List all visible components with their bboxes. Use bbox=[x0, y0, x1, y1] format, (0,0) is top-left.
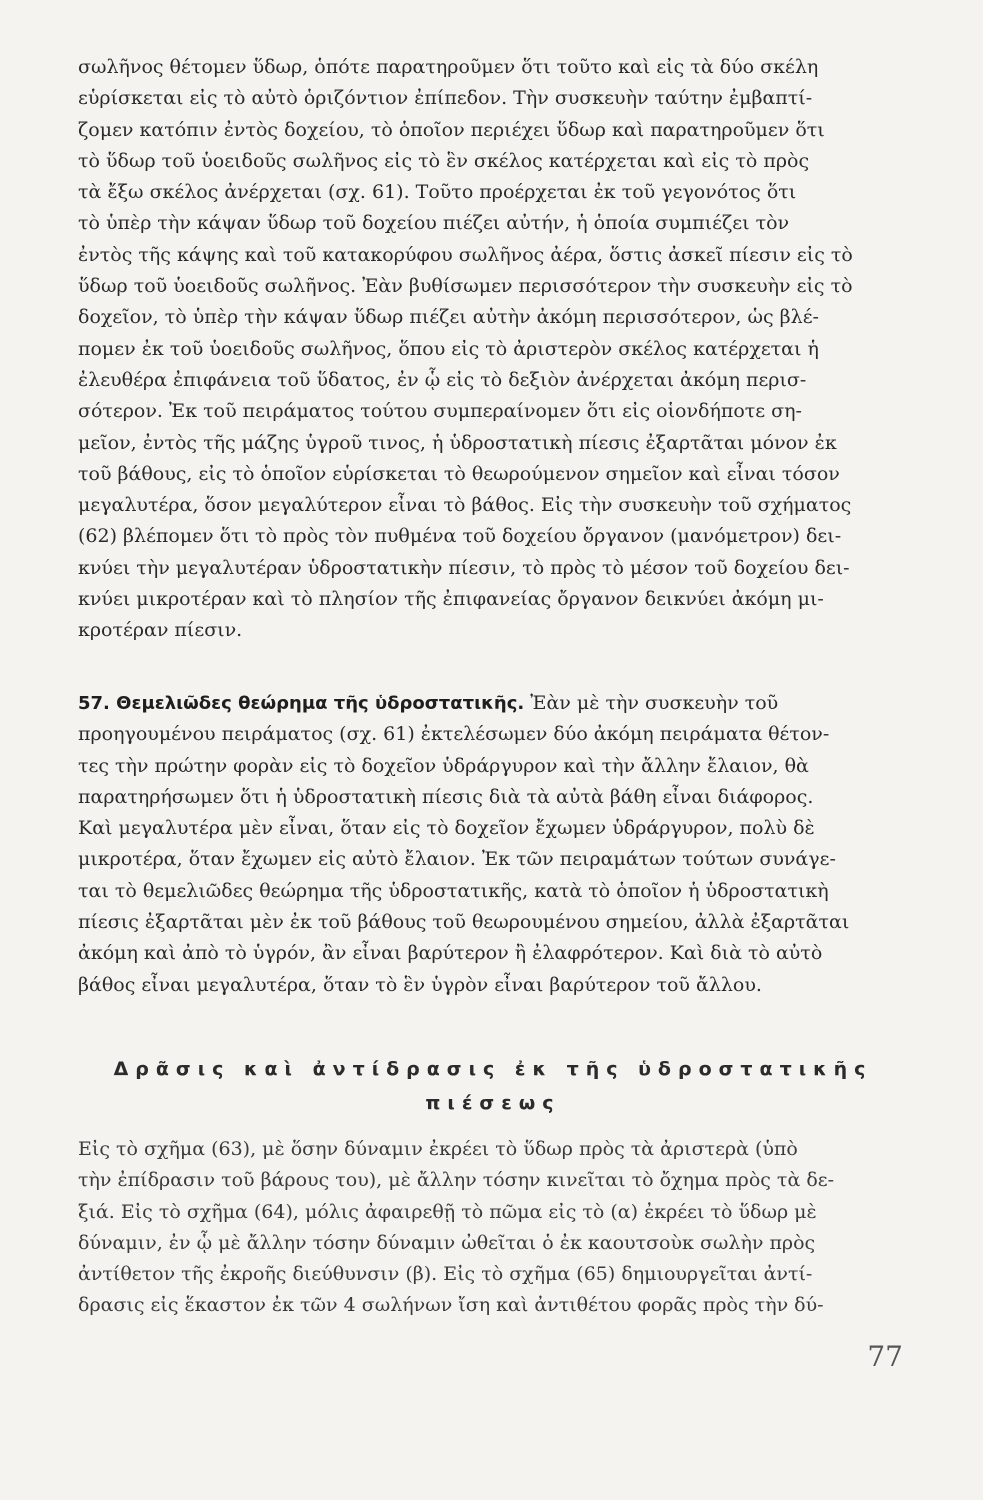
section-57-first-line bbox=[78, 688, 908, 719]
text-line: ζομεν κατόπιν ἐντὸς δοχείου, τὸ ὁποῖον περιέχει ὕδωρ καὶ παρατηροῦμεν ὅτι bbox=[78, 118, 825, 141]
section-57-heading: 57. Θεμελιῶδες θεώρημα τῆς ὑδροστατικῆς. bbox=[78, 693, 525, 714]
text-line: δοχεῖον, τὸ ὑπὲρ τὴν κάψαν ὕδωρ πιέζει αὐτὴν ἀκόμη περισσότερον, ὡς βλέ- bbox=[78, 306, 819, 329]
text-line: ἀντίθετον τῆς ἐκροῆς διεύθυνσιν (β). Εἰς τὸ σχῆμα (65) δημιουργεῖται ἀντί- bbox=[78, 1263, 813, 1286]
text-line: μεγαλυτέρα, ὅσον μεγαλύτερον εἶναι τὸ βάθος. Εἰς τὴν συσκευὴν τοῦ σχήματος bbox=[78, 494, 852, 517]
heading-line: πιέσεως bbox=[425, 1092, 561, 1114]
text-line: προηγουμένου πειράματος (σχ. 61) ἐκτελέσωμεν δύο ἀκόμη πειράματα θέτον- bbox=[78, 723, 830, 746]
action-reaction-heading bbox=[78, 1052, 908, 1120]
text-line-start: Ἐὰν μὲ τὴν συσκευὴν τοῦ bbox=[530, 692, 779, 714]
text-line: τὰ ἔξω σκέλος ἀνέρχεται (σχ. 61). Τοῦτο προέρχεται ἐκ τοῦ γεγονότος ὅτι bbox=[78, 181, 797, 204]
text-line: τες τὴν πρώτην φορὰν εἰς τὸ δοχεῖον ὑδράργυρον καὶ τὴν ἄλλην ἔλαιον, θὰ bbox=[78, 754, 809, 777]
text-line: τὸ ὑπὲρ τὴν κάψαν ὕδωρ τοῦ δοχείου πιέζει αὐτήν, ἡ ὁποία συμπιέζει τὸν bbox=[78, 212, 790, 235]
text-line: κνύει τὴν μεγαλυτέραν ὑδροστατικὴν πίεσιν, τὸ πρὸς τὸ μέσον τοῦ δοχείου δει- bbox=[78, 556, 850, 579]
page-number: 77 bbox=[867, 1340, 903, 1373]
text-line: ὕδωρ τοῦ ὑοειδοῦς σωλῆνος. Ἐὰν βυθίσωμεν περισσότερον τὴν συσκευὴν εἰς τὸ bbox=[78, 275, 853, 298]
text-line: κνύει μικροτέραν καὶ τὸ πλησίον τῆς ἐπιφανείας ὄργανον δεικνύει ἀκόμη μι- bbox=[78, 588, 824, 611]
text-line: μεῖον, ἐντὸς τῆς μάζης ὑγροῦ τινος, ἡ ὑδροστατικὴ πίεσις ἐξαρτᾶται μόνον ἐκ bbox=[78, 431, 837, 454]
text-line: σότερον. Ἐκ τοῦ πειράματος τούτου συμπεραίνομεν ὅτι εἰς οἱονδήποτε ση- bbox=[78, 400, 802, 423]
action-reaction-paragraph bbox=[78, 1134, 908, 1322]
text-line: δρασις εἰς ἕκαστον ἐκ τῶν 4 σωλήνων ἴση καὶ ἀντιθέτου φορᾶς πρὸς τὴν δύ- bbox=[78, 1294, 824, 1317]
heading-line: Δρᾶσις καὶ ἀντίδρασις ἐκ τῆς ὑδροστατικῆς bbox=[113, 1058, 873, 1080]
text-line: Εἰς τὸ σχῆμα (63), μὲ ὅσην δύναμιν ἐκρέει τὸ ὕδωρ πρὸς τὰ ἀριστερὰ (ὑπὸ bbox=[78, 1138, 798, 1160]
text-line: τὸ ὕδωρ τοῦ ὑοειδοῦς σωλῆνος εἰς τὸ ἓν σκέλος κατέρχεται καὶ εἰς τὸ πρὸς bbox=[78, 149, 810, 172]
text-line: ἀκόμη καὶ ἀπὸ τὸ ὑγρόν, ἂν εἶναι βαρύτερον ἢ ἐλαφρότερον. Καὶ διὰ τὸ αὐτὸ bbox=[78, 942, 823, 965]
text-line: δύναμιν, ἐν ᾧ μὲ ἄλλην τόσην δύναμιν ὠθεῖται ὁ ἐκ καουτσοὺκ σωλὴν πρὸς bbox=[78, 1231, 816, 1254]
text-line: (62) βλέπομεν ὅτι τὸ πρὸς τὸν πυθμένα τοῦ δοχείου ὄργανον (μανόμετρον) δει- bbox=[78, 525, 842, 548]
text-line: τὴν ἐπίδρασιν τοῦ βάρους του), μὲ ἄλλην τόσην κινεῖται τὸ ὄχημα πρὸς τὰ δε- bbox=[78, 1169, 835, 1192]
text-line: ἐντὸς τῆς κάψης καὶ τοῦ κατακορύφου σωλῆνος ἀέρα, ὅστις ἀσκεῖ πίεσιν εἰς τὸ bbox=[78, 243, 853, 266]
text-line: κροτέραν πίεσιν. bbox=[78, 619, 243, 642]
text-line: ἐλευθέρα ἐπιφάνεια τοῦ ὕδατος, ἐν ᾧ εἰς τὸ δεξιὸν ἀνέρχεται ἀκόμη περισ- bbox=[78, 368, 807, 391]
text-line: πίεσις ἐξαρτᾶται μὲν ἐκ τοῦ βάθους τοῦ θεωρουμένου σημείου, ἀλλὰ ἐξαρτᾶται bbox=[78, 911, 850, 934]
text-line: βάθος εἶναι μεγαλυτέρα, ὅταν τὸ ἓν ὑγρὸν εἶναι βαρύτερον τοῦ ἄλλου. bbox=[78, 973, 762, 996]
text-line: σωλῆνος θέτομεν ὕδωρ, ὁπότε παρατηροῦμεν ὅτι τοῦτο καὶ εἰς τὰ δύο σκέλη bbox=[78, 56, 819, 78]
section-57 bbox=[78, 688, 908, 1001]
text-line: ξιά. Εἰς τὸ σχῆμα (64), μόλις ἀφαιρεθῇ τὸ πῶμα εἰς τὸ (α) ἐκρέει τὸ ὕδωρ μὲ bbox=[78, 1200, 817, 1223]
text-line: Καὶ μεγαλυτέρα μὲν εἶναι, ὅταν εἰς τὸ δοχεῖον ἔχωμεν ὑδράργυρον, πολὺ δὲ bbox=[78, 817, 815, 840]
text-line: μικροτέρα, ὅταν ἔχωμεν εἰς αὐτὸ ἔλαιον. Ἐκ τῶν πειραμάτων τούτων συνάγε- bbox=[78, 848, 836, 871]
text-line: τοῦ βάθους, εἰς τὸ ὁποῖον εὑρίσκεται τὸ θεωρούμενον σημεῖον καὶ εἶναι τόσον bbox=[78, 462, 840, 485]
text-line: εὑρίσκεται εἰς τὸ αὐτὸ ὁριζόντιον ἐπίπεδον. Τὴν συσκευὴν ταύτην ἐμβαπτί- bbox=[78, 87, 813, 110]
text-line: παρατηρήσωμεν ὅτι ἡ ὑδροστατικὴ πίεσις διὰ τὰ αὐτὰ βάθη εἶναι διάφορος. bbox=[78, 785, 814, 808]
text-line: ται τὸ θεμελιῶδες θεώρημα τῆς ὑδροστατικῆς, κατὰ τὸ ὁποῖον ἡ ὑδροστατικὴ bbox=[78, 879, 829, 902]
text-line: πομεν ἐκ τοῦ ὑοειδοῦς σωλῆνος, ὅπου εἰς τὸ ἀριστερὸν σκέλος κατέρχεται ἡ bbox=[78, 337, 819, 360]
paragraph-continuation bbox=[78, 52, 908, 647]
